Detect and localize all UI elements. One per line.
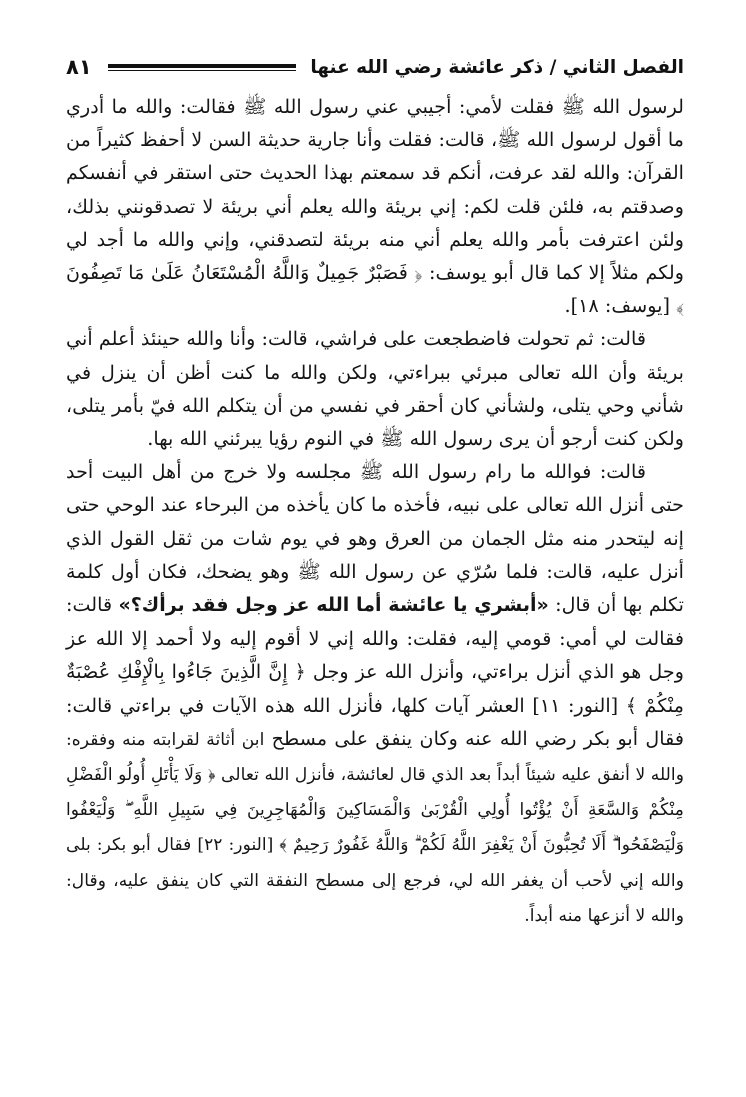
paragraph-2: قالت: ثم تحولت فاضطجعت على فراشي، قالت: وأنا والله حينئذ أعلم أني بريئة وأن الله تعالى مبرئي ببراءتي، ولكن والله ما كنت أظن أن ينزل في شأني وحي يتلى، ولشأني كان أحقر في نفسي من أن يتكلم الله فيّ بأمر يتلى، ولكن كنت أرجو أن يرى رسول الله ﷺ في النوم رؤيا يبرئني الله بها. <box>66 327 684 451</box>
verse-reference: [يوسف: ١٨]. <box>564 294 677 318</box>
paragraph-3-text: قالت: فوالله ما رام رسول الله ﷺ مجلسه ولا خرج من أهل البيت أحد حتى أنزل الله تعالى على نبيه، فأخذه ما كان يأخذه من البرحاء عند الوحي حتى إنه ليتحدر منه مثل الجمان من العرق وهو في يوم شات من ثقل القول الذي أنزل عليه، قالت: فلما سُرّي عن رسول الله ﷺ وهو يضحك، فكان أول كلمة تكلم بها أن قال: <box>66 460 684 617</box>
paragraph-1 <box>66 90 684 322</box>
quran-verse-yusuf-18: ﴿ فَصَبْرٌ جَمِيلٌ وَاللَّهُ الْمُسْتَعَانُ عَلَىٰ مَا تَصِفُونَ ﴾ <box>66 261 684 318</box>
paragraph-3-text-3: [النور: ١١] العشر آيات كلها، فأنزل الله هذه الآيات في براءتي قالت: فقال أبو بكر رضي الله عنه وكان ينفق على مسطح <box>66 693 684 750</box>
running-header <box>66 48 684 86</box>
paragraph-3-closing-text: [النور: ٢٢] فقال أبو بكر: بلى والله إني لأحب أن يغفر الله لي، فرجع إلى مسطح النفقة التي كان ينفق عليه، وقال: والله لا أنزعها منه أبداً. <box>66 835 684 926</box>
quran-verse-nur-22: ﴿ وَلَا يَأْتَلِ أُولُو الْفَضْلِ مِنْكُمْ وَالسَّعَةِ أَنْ يُؤْتُوا أُولِي الْقُرْبَىٰ وَالْمَسَاكِينَ وَالْمُهَاجِرِينَ فِي سَبِيلِ اللَّهِ ۖ وَلْيَعْفُوا وَلْيَصْفَحُوا ۗ أَلَا تُحِبُّونَ أَنْ يَغْفِرَ اللَّهُ لَكُمْ ۗ وَاللَّهُ غَفُورٌ رَحِيمٌ ﴾ <box>66 765 685 856</box>
header-rule <box>108 64 297 71</box>
paragraph-3-text-2: قالت: فقالت لي أمي: قومي إليه، فقلت: والله إني لا أقوم إليه ولا أحمد إلا الله عز وجل هو الذي أنزل براءتي، وأنزل الله عز وجل <box>66 593 684 684</box>
chapter-title: الفصل الثاني / ذكر عائشة رضي الله عنها <box>310 56 684 78</box>
paragraph-3 <box>66 455 684 933</box>
quran-verse-nur-11: ﴿ إِنَّ الَّذِينَ جَاءُوا بِالْإِفْكِ عُصْبَةٌ مِنْكُمْ ﴾ <box>66 660 684 717</box>
paragraph-3-small-text: ابن أثاثة لقرابته منه وفقره: والله لا أنفق عليه شيئاً أبداً بعد الذي قال لعائشة، فأنزل الله تعالى <box>66 729 684 786</box>
paragraph-1-text: لرسول الله ﷺ فقلت لأمي: أجيبي عني رسول الله ﷺ فقالت: والله ما أدري ما أقول لرسول الله ﷺ، قالت: فقلت وأنا جارية حديثة السن لا أحفظ كثيراً من القرآن: والله لقد عرفت، أنكم قد سمعتم بهذا الحديث حتى استقر في أنفسكم وصدقتم به، فلئن قلت لكم: إني بريئة والله يعلم أني بريئة لا تصدقونني بذلك، ولئن اعترفت بأمر والله يعلم أني منه بريئة لتصدقني، وإني والله ما أجد لي ولكم مثلاً إلا كما قال أبو يوسف: <box>66 95 684 285</box>
book-page <box>66 48 684 1058</box>
page-number: ٨١ <box>66 55 92 79</box>
body-text <box>66 90 684 933</box>
hadith-quote: «أبشري يا عائشة أما الله عز وجل فقد برأك؟» <box>118 594 549 617</box>
